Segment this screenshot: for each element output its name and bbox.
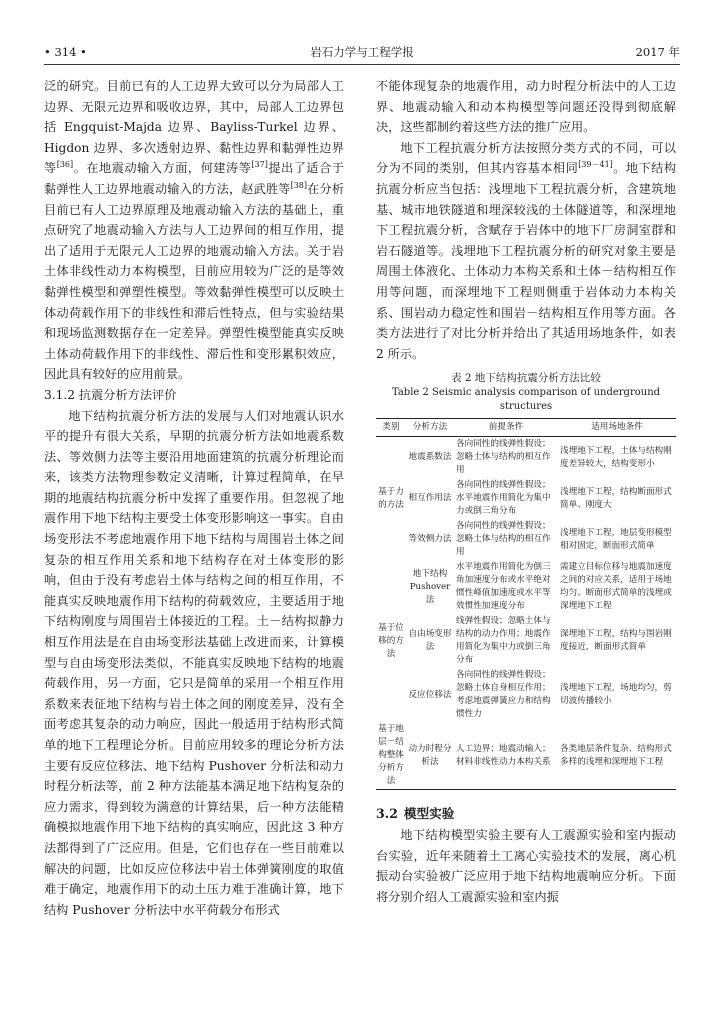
method-cell: 自由场变形法: [408, 629, 452, 653]
table-row: [376, 668, 676, 722]
table-caption-cn: 表 2 地下结构抗震分析方法比较: [451, 372, 601, 385]
header-premise: 前提条件: [454, 419, 558, 437]
citation-ref[interactable]: [39－41]: [578, 160, 613, 170]
site-cell: 深埋地下工程，结构与围岩刚度接近，断面形式简单: [560, 629, 672, 653]
header-site: 适用场地条件: [558, 419, 676, 437]
header-category: 类别: [376, 419, 406, 437]
comparison-table: [376, 418, 676, 790]
journal-title: 岩石力学与工程学报: [310, 45, 414, 59]
site-cell: 需建立目标位移与地震加速度之间的对应关系，适用于场地均匀、断面形式简单的浅埋或深埋地下工程: [560, 562, 672, 612]
site-cell: 浅埋地下工程，场地均匀，剪切波传播较小: [560, 683, 672, 707]
table-row: [376, 478, 676, 519]
site-cell: 浅埋地下工程，结构断面形式简单、刚度大: [560, 486, 672, 510]
table-caption-en: Table 2 Seismic analysis comparison of underground structures: [391, 387, 661, 413]
method-cell: 相互作用法: [408, 493, 452, 504]
premise-cell: 人工边界；地震动输入；材料非线性动力本构关系: [454, 722, 558, 790]
table-row: [376, 614, 676, 668]
category-force-based: 基于力的方法: [378, 486, 404, 510]
site-cell: 浅埋地下工程，地层变形模型相对固定，断面形式简单: [560, 527, 672, 551]
site-cell: 各类地层条件复杂、结构形式多样的浅埋和深埋地下工程: [558, 722, 676, 790]
publication-year: 2017 年: [635, 45, 680, 59]
citation-ref[interactable]: [38]: [290, 180, 308, 190]
table-row: [376, 519, 676, 560]
premise-cell: 各向同性的线弹性假设；忽略土体与结构的相互作用: [456, 521, 551, 558]
category-integrated: 基于地层－结构整体分析方法: [376, 722, 406, 790]
table-header-row: [376, 419, 676, 437]
left-column: [44, 76, 344, 920]
citation-ref[interactable]: [36]: [56, 160, 74, 170]
method-cell: 动力时程分析法: [406, 722, 454, 790]
right-column: [376, 76, 676, 907]
premise-cell: 各向同性的线弹性假设；忽略土体与结构的相互作用: [456, 439, 551, 476]
paragraph-continuation: 不能体现复杂的地震作用，动力时程分析法中的人工边界、地震动输入和动本构模型等问题还没得到彻底解决，这些都制约着这些方法的推广应用。: [376, 79, 676, 135]
citation-ref[interactable]: [37]: [251, 160, 268, 170]
table-row: [376, 722, 676, 790]
header-rule: [44, 64, 680, 65]
paragraph-classification: 地下工程抗震分析方法按照分类方式的不同，可以分为不同的类别，但其内容基本相同[39－41]。地下结构抗震分析应当包括：浅埋地下工程抗震分析，含建筑地基、城市地铁隧道和埋深较浅的土体隧道等，和深埋地下工程抗震分析，含赋存于岩体中的地下厂房洞室群和岩石隧道等。浅埋地下工程抗震分析的研究对象主要是周围土体液化、土体动力本构关系和土体－结构相互作用等问题，而深埋地下工程则侧重于岩体动力本构关系、围岩动力稳定性和围岩－结构相互作用等方面。各类方法进行了对比分析并给出了其适用场地条件，如表 2 所示。: [376, 140, 677, 361]
section-number: 3.2: [376, 806, 398, 822]
premise-cell: 水平地震作用简化为倒三角加速度分布或水平绝对惯性峰值加速度或水平等效惯性加速度分布: [456, 562, 551, 612]
table-row: [376, 437, 676, 479]
method-cell: 地震系数法: [408, 452, 452, 463]
premise-cell: 线弹性假设；忽略土体与结构的动力作用；地震作用简化为集中力或倒三角分布: [456, 616, 551, 666]
paragraph-method-evaluation: 地下结构抗震分析方法的发展与人们对地震认识水平的提升有很大关系，早期的抗震分析方法如地震系数法、等效侧力法等主要沿用地面建筑的抗震分析理论而来，该类方法物理参数定义清晰，计算过程简单，在早期的地震结构抗震分析中发挥了重要作用。但忽视了地震作用下地下结构主要受土体变形影响这一事实。自由场变形法不考虑地震作用下地下结构与周围岩土体之间复杂的相互作用关系和地下结构存在对土体变形的影响，但由于没有考虑岩土体与结构之间的相互作用，不能真实反映地震作用下结构的荷载效应，主要适用于地下结构刚度与周围岩土体接近的工程。土－结构拟静力相互作用法是在自由场变形法基础上改进而来，计算模型与自由场变形法类似，不能真实反映地下结构的地震荷载作用，另一方面，它只是简单的采用一个相互作用系数来表征地下结构与岩土体之间的刚度差异，没有全面考虑其复杂的动力响应，因此一般适用于结构形式简单的地下工程理论分析。目前应用较多的理论分析方法主要有反应位移法、地下结构 Pushover 分析法和动力时程分析法等，前 2 种方法能基本满足地下结构复杂的应力需求，得到较为满意的计算结果，后一种方法能精确模拟地震作用下地下结构的真实响应，因此这 3 种方法都得到了广泛应用。但是，它们也存在一些目前难以解决的问题，比如反应位移法中岩土体弹簧刚度的取值难于确定，地震作用下的动土压力难于准确计算，地下结构 Pushover 分析法中水平荷载分布形式: [44, 408, 344, 917]
section-title: 模型实验: [403, 806, 455, 822]
page-number: • 314 •: [44, 45, 87, 59]
method-cell: 反应位移法: [408, 689, 452, 700]
section-heading: [376, 804, 676, 825]
category-displacement-based: 基于位移的方法: [378, 622, 404, 659]
paragraph-boundary-conditions: 泛的研究。目前已有的人工边界大致可以分为局部人工边界、无限元边界和吸收边界，其中，局部人工边界包括 Engquist-Majda 边界、Bayliss-Turkel 边界、Higdon 边界、多次透射边界、黏性边界和黏弹性边界等[36]。在地震动输入方面，何建涛等[37]提出了适合于黏弹性人工边界地震动输入的方法，赵武胜等[38]在分析目前已有人工边界原理及地震动输入方法的基础上，重点研究了地震动输入方法与人工边界间的相互作用，提出了适用于无限元人工边界的地震动输入方法。关于岩土体非线性动力本构模型，目前应用较为广泛的是等效黏弹性模型和弹塑性模型。等效黏弹性模型可以反映土体动荷载作用下的非线性和滞后性特点，但与实验结果和现场监测数据存在一定差异。弹塑性模型能真实反映土体动荷载作用下的非线性、滞后性和变形累积效应，因此具有较好的应用前景。: [44, 79, 345, 382]
premise-cell: 各向同性的线弹性假设；水平地震作用简化为集中力或倒三角分布: [456, 480, 551, 517]
paragraph-model-experiments: 地下结构模型实验主要有人工震源实验和室内振动台实验，近年来随着土工离心实验技术的发展，离心机振动台实验被广泛应用于地下结构地震响应分析。下面将分别介绍人工震源实验和室内振: [376, 827, 676, 904]
subsection-heading: 3.1.2 抗震分析方法评价: [44, 387, 177, 402]
page-header: [44, 44, 680, 62]
table-row: [376, 560, 676, 614]
premise-cell: 各向同性的线弹性假设；忽略土体自身相互作用；考虑地震弹簧应力和结构惯性力: [456, 670, 551, 720]
site-cell: 浅埋地下工程，土体与结构刚度差异较大，结构变形小: [560, 445, 672, 469]
method-cell: 等效侧力法: [408, 534, 452, 545]
method-cell: 地下结构 Pushover 法: [409, 568, 451, 605]
header-method: 分析方法: [406, 419, 454, 437]
